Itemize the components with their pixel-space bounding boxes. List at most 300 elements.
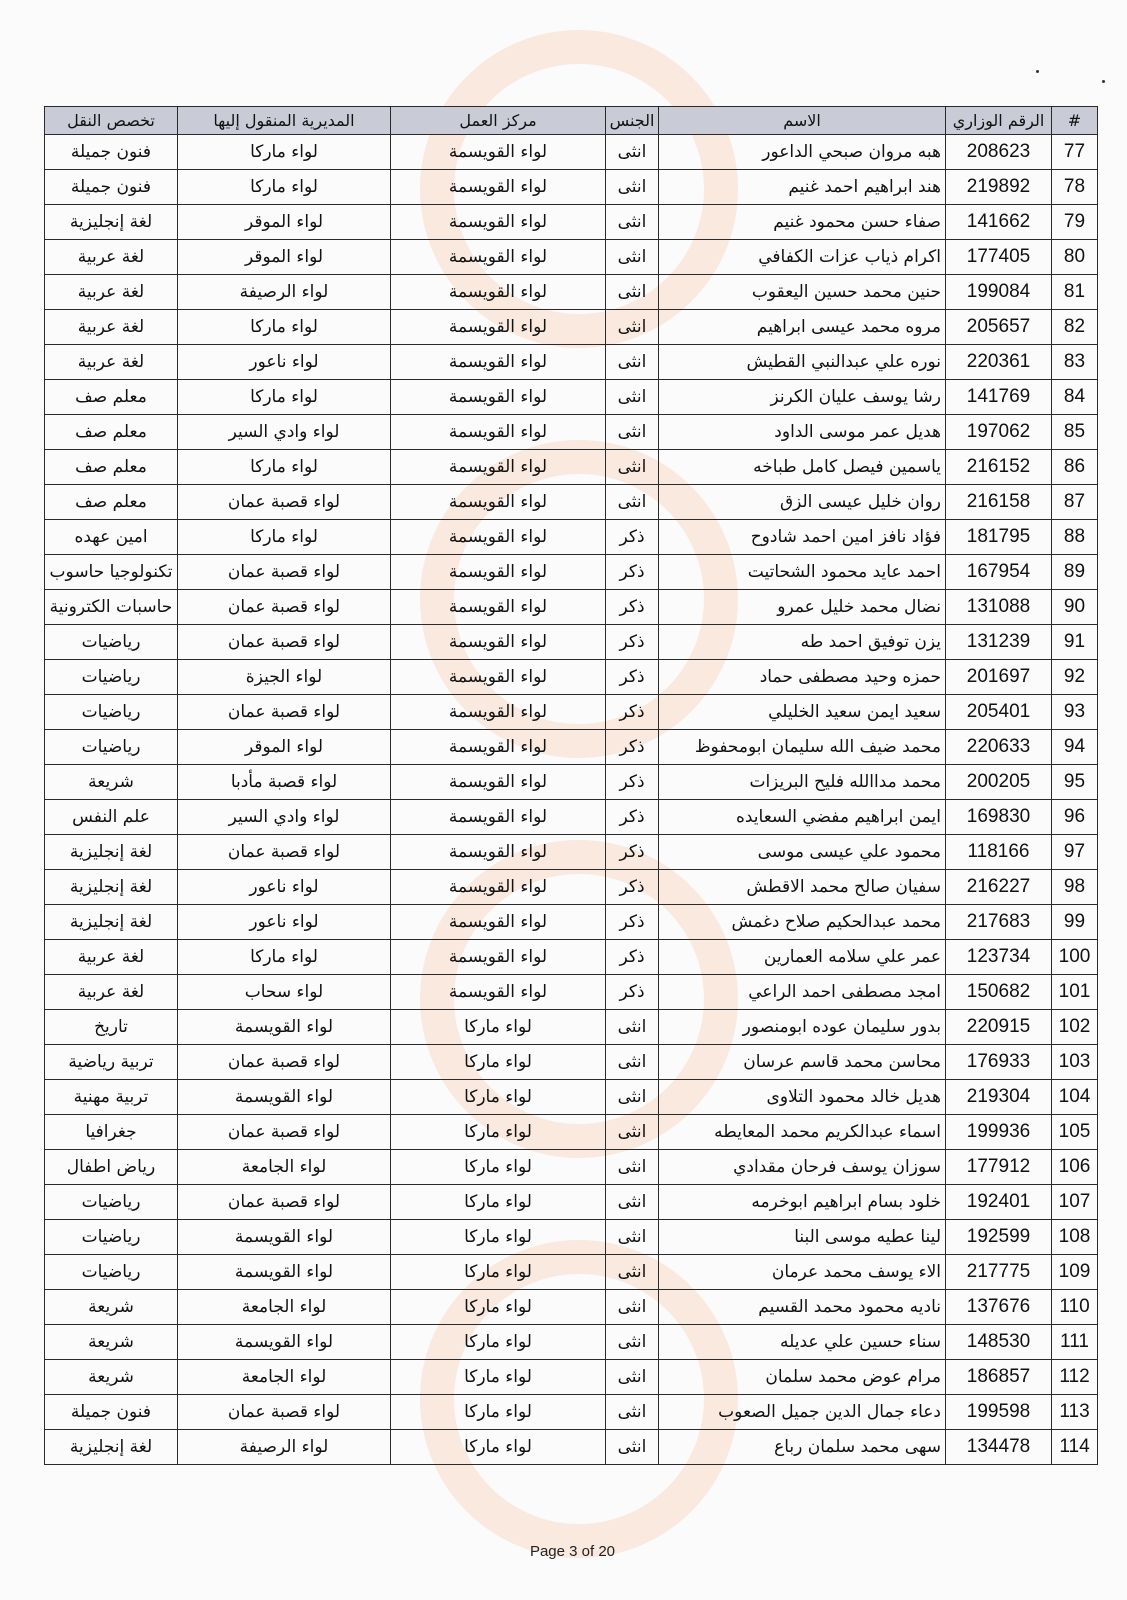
cell-gender: انثى [606, 345, 659, 380]
cell-gender: انثى [606, 205, 659, 240]
table-row [45, 1150, 1098, 1185]
cell-name: دعاء جمال الدين جميل الصعوب [659, 1395, 946, 1430]
cell-name: محمد مداالله فليح البريزات [659, 765, 946, 800]
cell-specialization: شريعة [45, 1325, 178, 1360]
cell-specialization: رياضيات [45, 695, 178, 730]
cell-index: 85 [1052, 415, 1098, 450]
cell-specialization: رياضيات [45, 660, 178, 695]
cell-gender: ذكر [606, 870, 659, 905]
cell-name: يزن توفيق احمد طه [659, 625, 946, 660]
cell-name: امجد مصطفى احمد الراعي [659, 975, 946, 1010]
cell-specialization: لغة عربية [45, 345, 178, 380]
cell-work-center: لواء ماركا [391, 1430, 606, 1465]
cell-index: 105 [1052, 1115, 1098, 1150]
cell-work-center: لواء القويسمة [391, 450, 606, 485]
cell-gender: انثى [606, 1255, 659, 1290]
cell-directorate: لواء ماركا [178, 135, 391, 170]
cell-ministry-id: 176933 [946, 1045, 1052, 1080]
cell-name: ايمن ابراهيم مفضي السعايده [659, 800, 946, 835]
cell-name: روان خليل عيسى الزق [659, 485, 946, 520]
cell-gender: انثى [606, 450, 659, 485]
cell-gender: ذكر [606, 590, 659, 625]
cell-ministry-id: 208623 [946, 135, 1052, 170]
cell-directorate: لواء ماركا [178, 450, 391, 485]
cell-specialization: رياض اطفال [45, 1150, 178, 1185]
table-row [45, 800, 1098, 835]
cell-index: 104 [1052, 1080, 1098, 1115]
cell-work-center: لواء القويسمة [391, 765, 606, 800]
cell-gender: ذكر [606, 520, 659, 555]
cell-index: 113 [1052, 1395, 1098, 1430]
header-specialization: تخصص النقل [45, 107, 178, 135]
cell-name: لينا عطيه موسى البنا [659, 1220, 946, 1255]
cell-ministry-id: 192401 [946, 1185, 1052, 1220]
cell-gender: ذكر [606, 555, 659, 590]
cell-ministry-id: 220915 [946, 1010, 1052, 1045]
cell-work-center: لواء القويسمة [391, 415, 606, 450]
cell-work-center: لواء القويسمة [391, 590, 606, 625]
table-row [45, 905, 1098, 940]
cell-ministry-id: 219892 [946, 170, 1052, 205]
cell-specialization: لغة إنجليزية [45, 870, 178, 905]
cell-gender: انثى [606, 1430, 659, 1465]
cell-specialization: حاسبات الكترونية [45, 590, 178, 625]
cell-name: مروه محمد عيسى ابراهيم [659, 310, 946, 345]
cell-gender: ذكر [606, 765, 659, 800]
cell-index: 92 [1052, 660, 1098, 695]
cell-directorate: لواء القويسمة [178, 1325, 391, 1360]
cell-directorate: لواء الموقر [178, 240, 391, 275]
cell-gender: انثى [606, 380, 659, 415]
cell-name: اسماء عبدالكريم محمد المعايطه [659, 1115, 946, 1150]
cell-work-center: لواء القويسمة [391, 310, 606, 345]
cell-gender: ذكر [606, 835, 659, 870]
cell-name: ياسمين فيصل كامل طباخه [659, 450, 946, 485]
cell-name: احمد عايد محمود الشحاتيت [659, 555, 946, 590]
cell-directorate: لواء الجامعة [178, 1150, 391, 1185]
cell-name: نضال محمد خليل عمرو [659, 590, 946, 625]
cell-gender: انثى [606, 240, 659, 275]
cell-directorate: لواء ماركا [178, 520, 391, 555]
table-row [45, 730, 1098, 765]
table-row [45, 1045, 1098, 1080]
cell-work-center: لواء القويسمة [391, 660, 606, 695]
cell-specialization: معلم صف [45, 380, 178, 415]
transfer-table [44, 106, 1098, 1465]
table-row [45, 240, 1098, 275]
cell-ministry-id: 217683 [946, 905, 1052, 940]
cell-directorate: لواء قصبة مأدبا [178, 765, 391, 800]
cell-directorate: لواء ماركا [178, 940, 391, 975]
cell-ministry-id: 118166 [946, 835, 1052, 870]
cell-name: حنين محمد حسين اليعقوب [659, 275, 946, 310]
cell-ministry-id: 137676 [946, 1290, 1052, 1325]
header-directorate: المديرية المنقول إليها [178, 107, 391, 135]
table-row [45, 345, 1098, 380]
cell-name: هبه مروان صبحي الداعور [659, 135, 946, 170]
cell-specialization: تكنولوجيا حاسوب [45, 555, 178, 590]
cell-work-center: لواء ماركا [391, 1255, 606, 1290]
cell-name: محمد عبدالحكيم صلاح دغمش [659, 905, 946, 940]
cell-ministry-id: 216152 [946, 450, 1052, 485]
cell-ministry-id: 177912 [946, 1150, 1052, 1185]
cell-work-center: لواء القويسمة [391, 870, 606, 905]
cell-gender: انثى [606, 1220, 659, 1255]
cell-name: فؤاد نافز امين احمد شادوح [659, 520, 946, 555]
cell-specialization: جغرافيا [45, 1115, 178, 1150]
cell-index: 96 [1052, 800, 1098, 835]
cell-gender: انثى [606, 135, 659, 170]
table-row [45, 835, 1098, 870]
cell-ministry-id: 201697 [946, 660, 1052, 695]
cell-work-center: لواء القويسمة [391, 520, 606, 555]
scan-speck [1036, 70, 1039, 73]
cell-directorate: لواء الرصيفة [178, 275, 391, 310]
cell-specialization: شريعة [45, 1290, 178, 1325]
cell-work-center: لواء ماركا [391, 1115, 606, 1150]
cell-specialization: لغة عربية [45, 310, 178, 345]
cell-gender: ذكر [606, 660, 659, 695]
cell-index: 112 [1052, 1360, 1098, 1395]
cell-name: ناديه محمود محمد القسيم [659, 1290, 946, 1325]
cell-work-center: لواء القويسمة [391, 975, 606, 1010]
cell-specialization: تربية مهنية [45, 1080, 178, 1115]
cell-index: 82 [1052, 310, 1098, 345]
cell-ministry-id: 216227 [946, 870, 1052, 905]
cell-index: 84 [1052, 380, 1098, 415]
cell-work-center: لواء القويسمة [391, 730, 606, 765]
cell-work-center: لواء ماركا [391, 1045, 606, 1080]
cell-work-center: لواء ماركا [391, 1185, 606, 1220]
cell-index: 91 [1052, 625, 1098, 660]
cell-specialization: معلم صف [45, 415, 178, 450]
cell-index: 106 [1052, 1150, 1098, 1185]
cell-ministry-id: 131239 [946, 625, 1052, 660]
table-row [45, 590, 1098, 625]
cell-ministry-id: 219304 [946, 1080, 1052, 1115]
cell-index: 95 [1052, 765, 1098, 800]
cell-ministry-id: 199598 [946, 1395, 1052, 1430]
cell-directorate: لواء قصبة عمان [178, 835, 391, 870]
cell-ministry-id: 200205 [946, 765, 1052, 800]
cell-work-center: لواء ماركا [391, 1325, 606, 1360]
cell-index: 83 [1052, 345, 1098, 380]
cell-work-center: لواء القويسمة [391, 275, 606, 310]
table-row [45, 415, 1098, 450]
table-row [45, 1290, 1098, 1325]
cell-directorate: لواء قصبة عمان [178, 1185, 391, 1220]
cell-specialization: شريعة [45, 765, 178, 800]
cell-name: سناء حسين علي عديله [659, 1325, 946, 1360]
cell-directorate: لواء ماركا [178, 310, 391, 345]
cell-index: 81 [1052, 275, 1098, 310]
cell-gender: انثى [606, 1010, 659, 1045]
table-row [45, 940, 1098, 975]
cell-directorate: لواء ناعور [178, 905, 391, 940]
cell-index: 108 [1052, 1220, 1098, 1255]
cell-ministry-id: 199936 [946, 1115, 1052, 1150]
cell-name: اكرام ذياب عزات الكفافي [659, 240, 946, 275]
cell-name: سهى محمد سلمان رباع [659, 1430, 946, 1465]
cell-ministry-id: 199084 [946, 275, 1052, 310]
table-row [45, 555, 1098, 590]
cell-specialization: رياضيات [45, 1255, 178, 1290]
cell-directorate: لواء قصبة عمان [178, 485, 391, 520]
table-row [45, 520, 1098, 555]
cell-index: 88 [1052, 520, 1098, 555]
table-row [45, 1430, 1098, 1465]
cell-directorate: لواء قصبة عمان [178, 1395, 391, 1430]
cell-work-center: لواء القويسمة [391, 905, 606, 940]
table-row [45, 1010, 1098, 1045]
cell-directorate: لواء قصبة عمان [178, 590, 391, 625]
cell-directorate: لواء ناعور [178, 870, 391, 905]
cell-index: 99 [1052, 905, 1098, 940]
cell-gender: انثى [606, 1395, 659, 1430]
cell-work-center: لواء القويسمة [391, 485, 606, 520]
cell-directorate: لواء سحاب [178, 975, 391, 1010]
cell-gender: ذكر [606, 905, 659, 940]
table-row [45, 1115, 1098, 1150]
cell-index: 90 [1052, 590, 1098, 625]
table-row [45, 625, 1098, 660]
cell-gender: انثى [606, 275, 659, 310]
cell-directorate: لواء قصبة عمان [178, 625, 391, 660]
cell-specialization: معلم صف [45, 485, 178, 520]
cell-specialization: فنون جميلة [45, 170, 178, 205]
cell-gender: انثى [606, 1045, 659, 1080]
cell-index: 86 [1052, 450, 1098, 485]
table-row [45, 170, 1098, 205]
cell-index: 94 [1052, 730, 1098, 765]
table-row [45, 1360, 1098, 1395]
cell-directorate: لواء الموقر [178, 205, 391, 240]
cell-index: 114 [1052, 1430, 1098, 1465]
cell-index: 109 [1052, 1255, 1098, 1290]
table-row [45, 380, 1098, 415]
table-header-row [45, 107, 1098, 135]
cell-gender: انثى [606, 1360, 659, 1395]
cell-directorate: لواء ماركا [178, 170, 391, 205]
cell-specialization: تاريخ [45, 1010, 178, 1045]
header-gender: الجنس [606, 107, 659, 135]
cell-index: 107 [1052, 1185, 1098, 1220]
cell-gender: انثى [606, 170, 659, 205]
cell-work-center: لواء ماركا [391, 1360, 606, 1395]
cell-ministry-id: 205657 [946, 310, 1052, 345]
cell-work-center: لواء القويسمة [391, 205, 606, 240]
cell-work-center: لواء القويسمة [391, 170, 606, 205]
cell-work-center: لواء ماركا [391, 1010, 606, 1045]
cell-index: 111 [1052, 1325, 1098, 1360]
cell-gender: انثى [606, 485, 659, 520]
cell-ministry-id: 216158 [946, 485, 1052, 520]
cell-specialization: لغة إنجليزية [45, 835, 178, 870]
cell-specialization: لغة عربية [45, 275, 178, 310]
cell-specialization: رياضيات [45, 1185, 178, 1220]
header-name: الاسم [659, 107, 946, 135]
cell-directorate: لواء القويسمة [178, 1220, 391, 1255]
cell-index: 78 [1052, 170, 1098, 205]
header-ministry-id: الرقم الوزاري [946, 107, 1052, 135]
cell-ministry-id: 167954 [946, 555, 1052, 590]
cell-ministry-id: 123734 [946, 940, 1052, 975]
cell-ministry-id: 186857 [946, 1360, 1052, 1395]
cell-work-center: لواء القويسمة [391, 380, 606, 415]
cell-name: محمود علي عيسى موسى [659, 835, 946, 870]
cell-gender: ذكر [606, 940, 659, 975]
cell-work-center: لواء ماركا [391, 1395, 606, 1430]
cell-name: عمر علي سلامه العمارين [659, 940, 946, 975]
cell-work-center: لواء القويسمة [391, 555, 606, 590]
table-body [45, 135, 1098, 1465]
cell-specialization: لغة عربية [45, 940, 178, 975]
cell-gender: ذكر [606, 730, 659, 765]
cell-specialization: رياضيات [45, 625, 178, 660]
cell-gender: ذكر [606, 975, 659, 1010]
cell-ministry-id: 148530 [946, 1325, 1052, 1360]
table-row [45, 1255, 1098, 1290]
header-work-center: مركز العمل [391, 107, 606, 135]
cell-directorate: لواء قصبة عمان [178, 1115, 391, 1150]
cell-name: سفيان صالح محمد الاقطش [659, 870, 946, 905]
table-row [45, 275, 1098, 310]
cell-directorate: لواء القويسمة [178, 1080, 391, 1115]
cell-specialization: لغة إنجليزية [45, 905, 178, 940]
cell-index: 101 [1052, 975, 1098, 1010]
cell-work-center: لواء ماركا [391, 1150, 606, 1185]
cell-work-center: لواء القويسمة [391, 345, 606, 380]
cell-index: 87 [1052, 485, 1098, 520]
cell-specialization: تربية رياضية [45, 1045, 178, 1080]
cell-directorate: لواء القويسمة [178, 1010, 391, 1045]
cell-specialization: رياضيات [45, 1220, 178, 1255]
cell-specialization: فنون جميلة [45, 135, 178, 170]
cell-work-center: لواء ماركا [391, 1220, 606, 1255]
table-row [45, 205, 1098, 240]
table-row [45, 1220, 1098, 1255]
cell-work-center: لواء القويسمة [391, 240, 606, 275]
table-row [45, 310, 1098, 345]
cell-work-center: لواء القويسمة [391, 135, 606, 170]
cell-directorate: لواء ماركا [178, 380, 391, 415]
cell-directorate: لواء قصبة عمان [178, 1045, 391, 1080]
cell-work-center: لواء القويسمة [391, 835, 606, 870]
table-row [45, 135, 1098, 170]
cell-ministry-id: 220361 [946, 345, 1052, 380]
table-row [45, 1395, 1098, 1430]
cell-directorate: لواء وادي السير [178, 800, 391, 835]
cell-ministry-id: 169830 [946, 800, 1052, 835]
cell-specialization: لغة إنجليزية [45, 205, 178, 240]
table-row [45, 975, 1098, 1010]
cell-work-center: لواء القويسمة [391, 940, 606, 975]
cell-gender: انثى [606, 1325, 659, 1360]
cell-specialization: رياضيات [45, 730, 178, 765]
cell-index: 97 [1052, 835, 1098, 870]
table-row [45, 1325, 1098, 1360]
table-row [45, 695, 1098, 730]
cell-directorate: لواء الجيزة [178, 660, 391, 695]
cell-name: محمد ضيف الله سليمان ابومحفوظ [659, 730, 946, 765]
page-number: Page 3 of 20 [529, 1543, 616, 1560]
cell-work-center: لواء ماركا [391, 1080, 606, 1115]
cell-name: نوره علي عبدالنبي القطيش [659, 345, 946, 380]
cell-gender: انثى [606, 310, 659, 345]
table-row [45, 485, 1098, 520]
cell-specialization: امين عهده [45, 520, 178, 555]
cell-ministry-id: 134478 [946, 1430, 1052, 1465]
cell-name: الاء يوسف محمد عرمان [659, 1255, 946, 1290]
cell-specialization: علم النفس [45, 800, 178, 835]
cell-ministry-id: 177405 [946, 240, 1052, 275]
cell-specialization: لغة عربية [45, 240, 178, 275]
table-row [45, 765, 1098, 800]
table-row [45, 870, 1098, 905]
cell-name: سوزان يوسف فرحان مقدادي [659, 1150, 946, 1185]
cell-index: 98 [1052, 870, 1098, 905]
cell-name: بدور سليمان عوده ابومنصور [659, 1010, 946, 1045]
cell-name: حمزه وحيد مصطفى حماد [659, 660, 946, 695]
cell-ministry-id: 192599 [946, 1220, 1052, 1255]
cell-name: محاسن محمد قاسم عرسان [659, 1045, 946, 1080]
cell-specialization: شريعة [45, 1360, 178, 1395]
cell-directorate: لواء الجامعة [178, 1360, 391, 1395]
cell-work-center: لواء القويسمة [391, 695, 606, 730]
cell-name: هديل عمر موسى الداود [659, 415, 946, 450]
cell-name: هديل خالد محمود التلاوى [659, 1080, 946, 1115]
scan-speck [1102, 80, 1105, 83]
cell-ministry-id: 197062 [946, 415, 1052, 450]
cell-gender: انثى [606, 1185, 659, 1220]
cell-gender: انثى [606, 1080, 659, 1115]
cell-gender: ذكر [606, 800, 659, 835]
cell-index: 89 [1052, 555, 1098, 590]
cell-specialization: لغة إنجليزية [45, 1430, 178, 1465]
cell-ministry-id: 220633 [946, 730, 1052, 765]
cell-directorate: لواء الموقر [178, 730, 391, 765]
cell-name: مرام عوض محمد سلمان [659, 1360, 946, 1395]
cell-index: 100 [1052, 940, 1098, 975]
cell-ministry-id: 141662 [946, 205, 1052, 240]
header-index: # [1052, 107, 1098, 135]
table-row [45, 450, 1098, 485]
cell-index: 93 [1052, 695, 1098, 730]
cell-work-center: لواء القويسمة [391, 625, 606, 660]
cell-name: هند ابراهيم احمد غنيم [659, 170, 946, 205]
table-row [45, 1080, 1098, 1115]
cell-gender: انثى [606, 415, 659, 450]
cell-work-center: لواء ماركا [391, 1290, 606, 1325]
cell-ministry-id: 131088 [946, 590, 1052, 625]
cell-directorate: لواء قصبة عمان [178, 695, 391, 730]
table-row [45, 1185, 1098, 1220]
cell-index: 77 [1052, 135, 1098, 170]
cell-name: سعيد ايمن سعيد الخليلي [659, 695, 946, 730]
cell-gender: انثى [606, 1115, 659, 1150]
cell-work-center: لواء القويسمة [391, 800, 606, 835]
cell-directorate: لواء الجامعة [178, 1290, 391, 1325]
cell-ministry-id: 141769 [946, 380, 1052, 415]
cell-gender: انثى [606, 1290, 659, 1325]
cell-directorate: لواء الرصيفة [178, 1430, 391, 1465]
cell-index: 80 [1052, 240, 1098, 275]
cell-index: 103 [1052, 1045, 1098, 1080]
table-row [45, 660, 1098, 695]
cell-specialization: معلم صف [45, 450, 178, 485]
cell-gender: انثى [606, 1150, 659, 1185]
cell-ministry-id: 217775 [946, 1255, 1052, 1290]
